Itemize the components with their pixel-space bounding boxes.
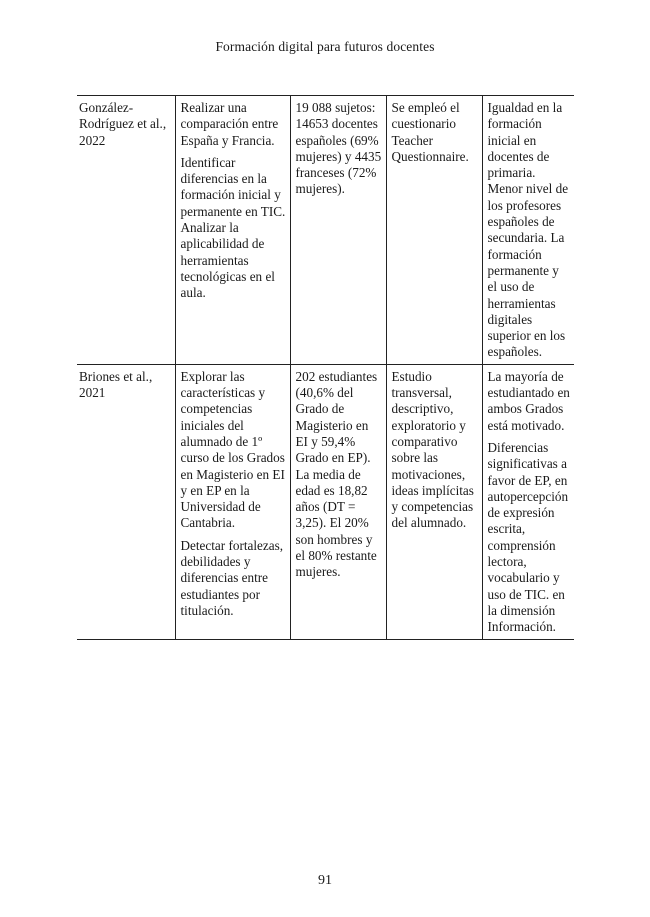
sample-cell	[290, 364, 386, 639]
objective-cell	[175, 96, 290, 365]
author-text: Briones et al., 2021	[79, 368, 153, 401]
method-text: Estudio transversal, descriptivo, exploratorio y comparativo sobre las motivaciones, ideas implícitas y competencias del alumnado.	[391, 368, 474, 531]
method-cell	[386, 364, 482, 639]
objective-paragraph: Explorar las características y competencias iniciales del alumnado de 1º curso de los Grados en Magisterio en EI y en EP en la Universidad de Cantabria.	[180, 368, 285, 531]
objective-cell	[175, 364, 290, 639]
method-text: Se empleó el cuestionario Teacher Questionnaire.	[391, 100, 469, 164]
objective-paragraph: Realizar una comparación entre España y Francia.	[180, 100, 279, 148]
sample-text: 202 estudiantes (40,6% del Grado de Magisterio en EI y 59,4% Grado en EP). La media de edad es 18,82 años (DT = 3,25). El 20% son hombres y el 80% restante mujeres.	[295, 368, 378, 580]
method-cell	[386, 96, 482, 365]
sample-cell	[290, 96, 386, 365]
results-paragraph: Igualdad en la formación inicial en docentes de primaria. Menor nivel de los profesores españoles de secundaria. La formación permanente y el uso de herramientas digitales superior en los españoles.	[487, 100, 569, 360]
running-header: Formación digital para futuros docentes	[215, 39, 435, 54]
studies-table-grid	[77, 95, 574, 640]
table-row	[77, 364, 574, 639]
author-cell	[77, 364, 175, 639]
results-cell	[482, 364, 574, 639]
results-cell	[482, 96, 574, 365]
objective-paragraph: Detectar fortalezas, debilidades y diferencias entre estudiantes por titulación.	[180, 537, 283, 618]
results-paragraph: Diferencias significativas a favor de EP, en autopercepción de expresión escrita, comprensión lectora, vocabulario y uso de TIC. en la dimensión Información.	[487, 439, 569, 635]
sample-text: 19 088 sujetos: 14653 docentes españoles (69% mujeres) y 4435 franceses (72% mujeres).	[295, 100, 382, 197]
page-number: 91	[318, 873, 332, 888]
objective-paragraph: Identificar diferencias en la formación inicial y permanente en TIC. Analizar la aplicabilidad de herramientas tecnológicas en el aula.	[180, 154, 286, 301]
author-cell	[77, 96, 175, 365]
studies-table	[77, 95, 574, 640]
results-paragraph: La mayoría de estudiantado en ambos Grados está motivado.	[487, 368, 570, 433]
table-row	[77, 96, 574, 365]
author-text: González- Rodríguez et al., 2022	[79, 100, 167, 148]
